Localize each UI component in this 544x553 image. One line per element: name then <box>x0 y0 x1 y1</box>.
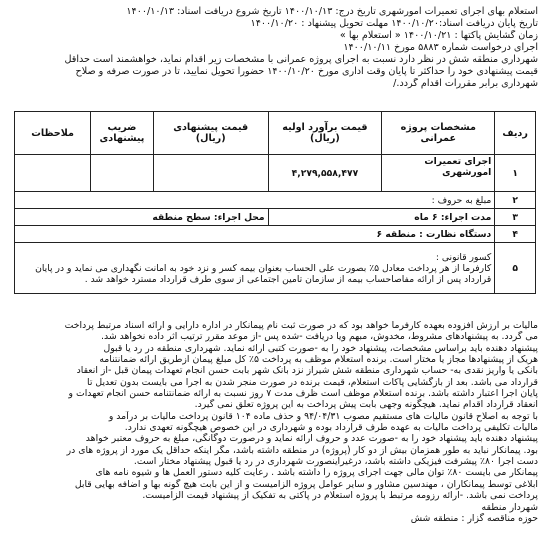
deductions-line: قرارداد پس از ارائه مفاصاحساب بیمه از سازمان تامین اجتماعی از سوی طرف قرارداد مسترد خواهد شد . <box>84 273 492 285</box>
project-table <box>14 111 536 294</box>
table-row <box>15 226 536 243</box>
conditions-text <box>6 320 538 524</box>
condition-line: دست اجرا ۸۰٪ پیشرفت فیزیکی داشته باشد، درغیراینصورت شهرداری در رد یا قبول پیشنهاد مختار است. <box>133 456 538 468</box>
header-line-3: زمان گشایش پاکتها : ۱۴۰۰/۱۰/۲۱ « استعلام بها » <box>339 30 538 41</box>
header-base-price: قیمت برآورد اولیه (ریال) <box>268 112 382 155</box>
header-notes: ملاحظات <box>15 112 91 155</box>
legal-deductions-cell <box>15 243 495 294</box>
table-header-row <box>15 112 536 155</box>
condition-line: پرداخت نمی باشد. -ارائه رزومه مرتبط با پروژه استعلام در پاکتی به تفکیک از پیشنهاد قیمت الزامیست. <box>142 490 538 502</box>
header-row-number: ردیف <box>495 112 536 155</box>
header-line-1: استعلام بهای اجرای تعمیرات امورشهری تاریخ درج: ۱۴۰۰/۱۰/۱۳ تاریخ شروع دریافت اسناد: ۱۴۰۰/۱۰/۱۳ <box>126 6 538 17</box>
condition-line: بود. پیمانکار نباید به طور همزمان بیش از دو کار (پروژه) در منطقه داشته باشد، مگر اینکه حداقل یک مورد از پروژه های در <box>66 444 538 456</box>
header-line-7: شهرداری برابر مقررات اقدام گردد./ <box>393 78 538 89</box>
condition-line: پیمانکار می بایست ۸۰٪ توان مالی جهت اجرای پروژه را داشته باشد . رعایت کلیه دستور العمل ها و شیوه نامه های <box>95 467 538 479</box>
table-row <box>15 209 536 226</box>
condition-line: پایان اجرا اعتبار داشته باشد. برنده استعلام موظف است ظرف مدت ۷ روز نسبت به ارائه ضمانتنامه حسن انجام تعهدات و <box>68 388 538 400</box>
header-line-4: اجرای درخواست شماره ۵۸۸۳ مورخ ۱۴۰۰/۱۰/۱۱ <box>343 42 538 53</box>
table-row <box>15 192 536 209</box>
row-number: ۱ <box>495 155 536 192</box>
header-coefficient: ضریب پیشنهادی <box>91 112 154 155</box>
project-spec-cell: اجرای تعمیرات امورشهری <box>382 155 495 192</box>
condition-line: قرارداد می باشد. بعد از بازگشایی پاکات استعلام، قیمت برنده در صورت منجر شدن به اجرا می بایست بدون تعدیل تا <box>87 376 538 388</box>
condition-line: هریک از پیشنهادها مجاز یا مختار است. برنده استعلام موظف به پرداخت ۵٪ کل مبلغ پیمان ازطریق ارائه ضمانتنامه <box>99 354 538 366</box>
row-number: ۳ <box>495 209 536 226</box>
supervision-cell: دستگاه نظارت : منطقه ۶ <box>15 226 495 243</box>
duration-cell: مدت اجراء: ۶ ماه <box>268 209 495 226</box>
condition-line: انعقاد قرارداد اقدام نماید. هیچگونه وجهی بابت پیش پرداخت به این پروژه تعلق نمی گیرد. <box>194 399 538 411</box>
condition-line: بانکی یا واریز نقدی به- حساب شهرداری منطقه شش شیراز نزد بانک شهر بابت حسن انجام تعهدات پیمان قبل -از انعقاد <box>76 365 538 377</box>
condition-line: با توجه به اصلاح قانون مالیات های مستقیم مصوب ۹۴/۰۴/۳۱ و حذف ماده ۱۰۴ قانون پرداخت مالیات بر درآمد و <box>108 410 538 422</box>
header-line-2: تاریخ پایان دریافت اسناد:۱۴۰۰/۱۰/۲۰ مهلت تحویل پیشنهاد : ۱۴۰۰/۱۰/۲۰ <box>250 18 538 29</box>
condition-line: مالیات بر ارزش افزوده بعهده کارفرما خواهد بود که در صورت ثبت نام پیمانکار در اداره دارایی و ارائه اسناد مرتبط پرداخت <box>64 320 538 331</box>
tender-authority: حوزه مناقصه گزار : منطقه شش <box>410 512 538 524</box>
condition-line: پیشنهاد دهنده باید پیشنهاد خود را به -صورت عدد و حروف ارائه نماید و درصورت دوگانگی، مبلغ به حروف معتبر خواهد <box>85 433 538 445</box>
location-cell: محل اجراء: سطح منطقه <box>15 209 269 226</box>
condition-line: مالیات تکلیفی پرداخت مالیات به عهده طرف قرارداد بوده و شهرداری در این خصوص هیچگونه تعهدی ندارد. <box>124 422 538 434</box>
condition-line: پیشنهاد دهنده باید براساس مشخصات، پیشنهاد خود را به -صورت کتبی ارائه نماید. شهرداری منطقه در رد یا قبول <box>103 342 538 354</box>
row-number: ۲ <box>495 192 536 209</box>
table-row <box>15 243 536 294</box>
row-number: ۴ <box>495 226 536 243</box>
row-number: ۵ <box>495 243 536 294</box>
base-price-cell: ۴,۲۷۹,۵۵۸,۴۷۷ <box>268 155 382 192</box>
signature-title: شهردار منطقه <box>481 501 538 513</box>
header-line-5: شهرداری منطقه شش در نظر دارد نسبت به اجرای پروژه عمرانی با مشخصات زیر اقدام نماید، خواهشمند است حداقل <box>64 54 538 65</box>
header-offer-price: قیمت پیشنهادی (ریال) <box>153 112 268 155</box>
deductions-title: کسور قانونی : <box>435 251 492 263</box>
header-line-6: قیمت پیشنهادی خود را حداکثر تا پایان وقت اداری مورخ ۱۴۰۰/۱۰/۲۰ حضورا تحویل نمایید، تا در صورت صرفه و صلاح <box>75 66 538 77</box>
header-project-spec: مشخصات پروژه عمرانی <box>382 112 495 155</box>
amount-in-words-cell: مبلغ به حروف : <box>15 192 495 209</box>
coefficient-cell[interactable] <box>91 155 154 192</box>
notes-cell <box>15 155 91 192</box>
condition-line: می گردد. به پیشنهادهای مشروط، مخدوش، مبهم ویا دریافت -شده پس -از موعد مقرر ترتیب اثر داده نخواهد شد. <box>101 331 538 343</box>
offer-price-cell[interactable] <box>153 155 268 192</box>
condition-line: ابلاغی توسط پیمانکاران ، مهندسین مشاور و سایر عوامل پروژه الزامیست و از این بابت هیچ گونه بها و اضافه بهایی قابل <box>74 478 538 490</box>
table-row <box>15 155 536 192</box>
deductions-line: کارفرما از هر پرداخت معادل ۵٪ بصورت علی الحساب بعنوان بیمه کسر و نزد خود به امانت نگهداری می نماید و در پایان <box>35 262 492 274</box>
